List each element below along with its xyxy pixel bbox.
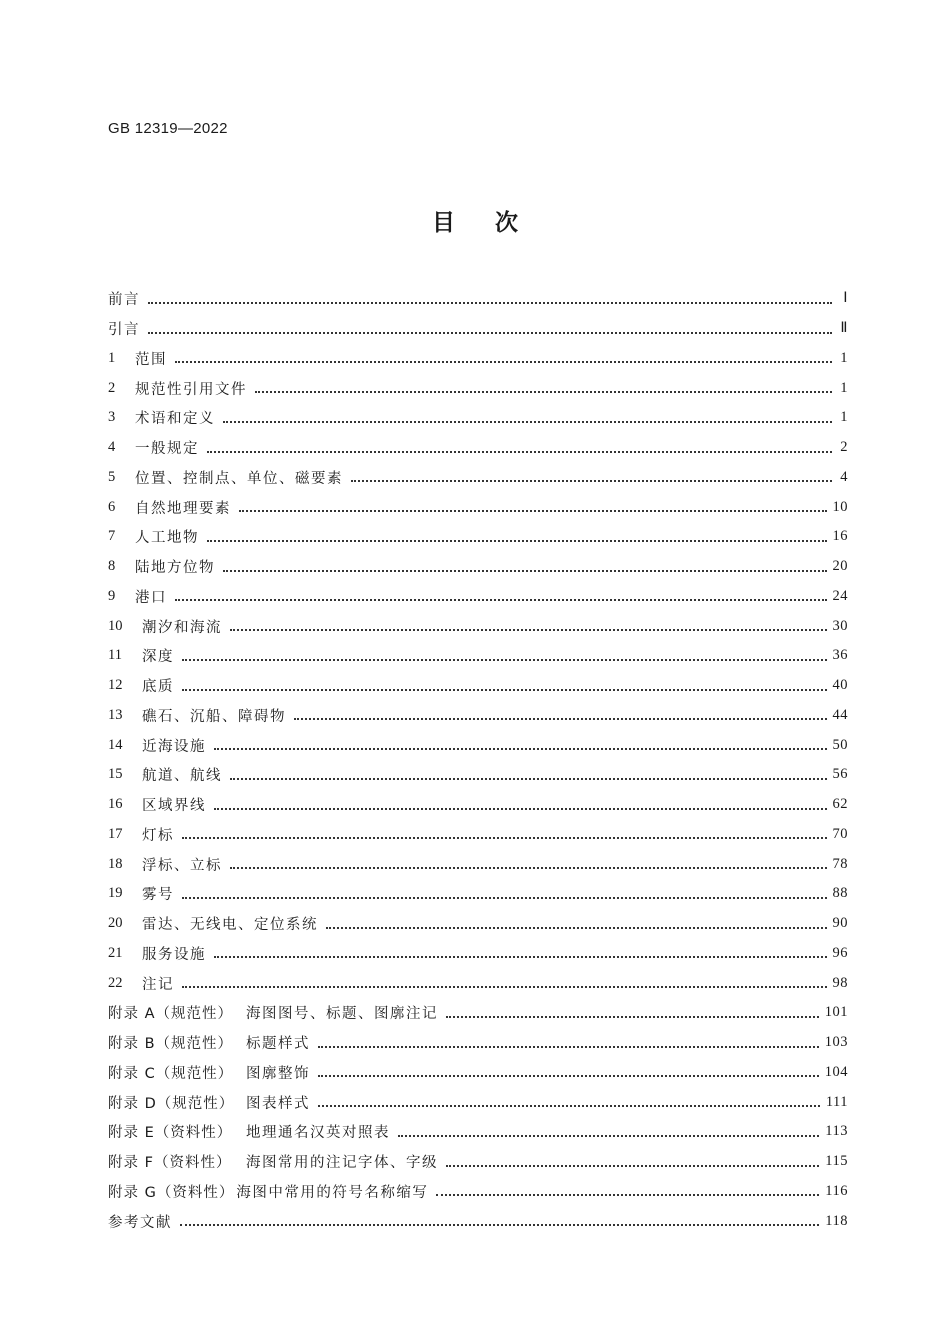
annex-prefix: 附录 F（资料性） bbox=[108, 1155, 232, 1172]
toc-item-number: 19 bbox=[108, 885, 123, 902]
leader-dots bbox=[446, 1165, 819, 1167]
toc-item-annex[interactable] bbox=[108, 1177, 848, 1207]
toc-item-label: 雾号 bbox=[142, 887, 174, 904]
toc-item-number: 18 bbox=[108, 855, 123, 872]
toc-item-number: 6 bbox=[108, 498, 116, 515]
toc-item-chapter[interactable] bbox=[108, 939, 848, 969]
toc-item-page: 40 bbox=[832, 677, 848, 694]
leader-dots bbox=[214, 748, 827, 750]
toc-item-chapter[interactable] bbox=[108, 790, 848, 820]
toc-item-label: 礁石、沉船、障碍物 bbox=[142, 708, 286, 725]
leader-dots bbox=[207, 540, 827, 542]
toc-item-number: 5 bbox=[108, 468, 116, 485]
toc-item-page: 98 bbox=[832, 974, 848, 991]
toc-item-page: 101 bbox=[824, 1004, 848, 1021]
annex-prefix: 附录 E（资料性） bbox=[108, 1125, 233, 1142]
toc-item-page: 20 bbox=[832, 558, 848, 575]
toc-item-label: 灯标 bbox=[142, 827, 174, 844]
toc-item-chapter[interactable] bbox=[108, 344, 848, 374]
leader-dots bbox=[318, 1075, 819, 1077]
toc-item-page: 44 bbox=[832, 706, 848, 723]
toc-item-number: 21 bbox=[108, 944, 123, 961]
toc-item-page: 4 bbox=[840, 468, 848, 485]
toc-item-label: 港口 bbox=[135, 589, 167, 606]
toc-item-chapter[interactable] bbox=[108, 968, 848, 998]
leader-dots bbox=[182, 897, 827, 899]
toc-item-page: 90 bbox=[832, 915, 848, 932]
toc-item-label: 浮标、立标 bbox=[142, 857, 222, 874]
toc-item-chapter[interactable] bbox=[108, 552, 848, 582]
leader-dots bbox=[214, 956, 827, 958]
toc-item-label: 深度 bbox=[142, 649, 174, 666]
toc-item-number: 12 bbox=[108, 677, 123, 694]
toc-item-label: 范围 bbox=[135, 351, 167, 368]
toc-item-page: 10 bbox=[832, 498, 848, 515]
toc-item-label: 海图中常用的符号名称缩写 bbox=[236, 1184, 429, 1201]
toc-item-number: 22 bbox=[108, 974, 123, 991]
toc-item-label: 图廓整饰 bbox=[246, 1065, 310, 1082]
leader-dots bbox=[175, 361, 832, 363]
toc-item-number: 17 bbox=[108, 825, 123, 842]
toc-item-chapter[interactable] bbox=[108, 879, 848, 909]
toc-item-chapter[interactable] bbox=[108, 463, 848, 493]
toc-item-page: 30 bbox=[832, 617, 848, 634]
toc-item-label: 底质 bbox=[142, 679, 174, 696]
toc-item-page: 70 bbox=[832, 825, 848, 842]
toc-item-references[interactable] bbox=[108, 1206, 848, 1236]
toc-item-number: 3 bbox=[108, 409, 116, 426]
toc-item-chapter[interactable] bbox=[108, 522, 848, 552]
toc-item-label: 参考文献 bbox=[108, 1214, 172, 1231]
toc-item-label: 一般规定 bbox=[135, 441, 199, 458]
toc-item-page: 36 bbox=[832, 647, 848, 664]
leader-dots bbox=[214, 808, 827, 810]
toc-item-page: 62 bbox=[832, 796, 848, 813]
leader-dots bbox=[294, 718, 827, 720]
toc-item-label: 术语和定义 bbox=[135, 411, 215, 428]
toc-item-page: 16 bbox=[832, 528, 848, 545]
toc-item-number: 11 bbox=[108, 647, 122, 664]
toc-item-page: Ⅱ bbox=[840, 320, 848, 337]
toc-item-page: 1 bbox=[840, 379, 848, 396]
toc-item-annex[interactable] bbox=[108, 1147, 848, 1177]
toc-item-annex[interactable] bbox=[108, 998, 848, 1028]
toc-item-number: 14 bbox=[108, 736, 123, 753]
toc-item-chapter[interactable] bbox=[108, 909, 848, 939]
table-of-contents bbox=[108, 284, 848, 1236]
toc-item-label: 图表样式 bbox=[246, 1095, 310, 1112]
toc-item-number: 4 bbox=[108, 439, 116, 456]
toc-item-chapter[interactable] bbox=[108, 730, 848, 760]
toc-item-page: 88 bbox=[832, 885, 848, 902]
toc-item-chapter[interactable] bbox=[108, 373, 848, 403]
toc-item-label: 位置、控制点、单位、磁要素 bbox=[135, 470, 343, 487]
leader-dots bbox=[446, 1016, 819, 1018]
leader-dots bbox=[182, 837, 827, 839]
leader-dots bbox=[318, 1105, 820, 1107]
toc-item-label: 潮汐和海流 bbox=[142, 619, 222, 636]
toc-item-chapter[interactable] bbox=[108, 760, 848, 790]
toc-item-page: 118 bbox=[825, 1212, 848, 1229]
toc-item-annex[interactable] bbox=[108, 1117, 848, 1147]
leader-dots bbox=[175, 599, 827, 601]
toc-item-label: 规范性引用文件 bbox=[135, 381, 247, 398]
toc-item-foreword[interactable] bbox=[108, 284, 848, 314]
toc-item-page: 2 bbox=[840, 439, 848, 456]
annex-prefix: 附录 G（资料性） bbox=[108, 1184, 235, 1201]
toc-item-chapter[interactable] bbox=[108, 582, 848, 612]
toc-item-number: 1 bbox=[108, 349, 116, 366]
leader-dots bbox=[230, 867, 827, 869]
toc-item-page: 116 bbox=[825, 1182, 848, 1199]
toc-item-page: 96 bbox=[832, 944, 848, 961]
toc-item-page: 103 bbox=[824, 1034, 848, 1051]
toc-item-introduction[interactable] bbox=[108, 314, 848, 344]
leader-dots bbox=[182, 689, 827, 691]
leader-dots bbox=[182, 986, 827, 988]
toc-item-page: 56 bbox=[832, 766, 848, 783]
toc-item-chapter[interactable] bbox=[108, 820, 848, 850]
annex-prefix: 附录 B（规范性） bbox=[108, 1036, 234, 1053]
toc-item-number: 16 bbox=[108, 796, 123, 813]
toc-item-chapter[interactable] bbox=[108, 403, 848, 433]
toc-item-page: 50 bbox=[832, 736, 848, 753]
leader-dots bbox=[318, 1046, 819, 1048]
annex-prefix: 附录 C（规范性） bbox=[108, 1065, 234, 1082]
toc-item-page: 1 bbox=[840, 409, 848, 426]
toc-item-number: 10 bbox=[108, 617, 123, 634]
leader-dots bbox=[207, 451, 832, 453]
leader-dots bbox=[239, 510, 827, 512]
leader-dots bbox=[180, 1224, 819, 1226]
leader-dots bbox=[326, 927, 827, 929]
annex-prefix: 附录 D（规范性） bbox=[108, 1095, 235, 1112]
toc-item-label: 航道、航线 bbox=[142, 768, 222, 785]
standard-code: GB 12319—2022 bbox=[108, 120, 228, 137]
leader-dots bbox=[398, 1135, 819, 1137]
toc-item-chapter[interactable] bbox=[108, 701, 848, 731]
toc-item-page: Ⅰ bbox=[843, 290, 848, 307]
toc-item-number: 15 bbox=[108, 766, 123, 783]
toc-item-page: 1 bbox=[840, 349, 848, 366]
toc-item-page: 104 bbox=[824, 1063, 848, 1080]
toc-item-chapter[interactable] bbox=[108, 611, 848, 641]
annex-prefix: 附录 A（规范性） bbox=[108, 1006, 234, 1023]
toc-item-number: 9 bbox=[108, 587, 116, 604]
toc-item-number: 8 bbox=[108, 558, 116, 575]
toc-item-label: 注记 bbox=[142, 976, 174, 993]
toc-item-label: 引言 bbox=[108, 322, 140, 339]
page-title: 目次 bbox=[432, 210, 558, 236]
leader-dots bbox=[230, 629, 827, 631]
leader-dots bbox=[148, 332, 832, 334]
leader-dots bbox=[230, 778, 827, 780]
toc-item-annex[interactable] bbox=[108, 1087, 848, 1117]
leader-dots bbox=[223, 421, 832, 423]
leader-dots bbox=[182, 659, 827, 661]
toc-item-chapter[interactable] bbox=[108, 671, 848, 701]
toc-item-label: 陆地方位物 bbox=[135, 560, 215, 577]
toc-item-label: 标题样式 bbox=[246, 1036, 310, 1053]
toc-item-page: 111 bbox=[825, 1093, 848, 1110]
toc-item-chapter[interactable] bbox=[108, 433, 848, 463]
toc-item-page: 113 bbox=[825, 1123, 848, 1140]
toc-item-number: 7 bbox=[108, 528, 116, 545]
toc-item-number: 2 bbox=[108, 379, 116, 396]
toc-item-label: 区域界线 bbox=[142, 798, 206, 815]
toc-item-label: 雷达、无线电、定位系统 bbox=[142, 917, 318, 934]
toc-item-annex[interactable] bbox=[108, 1058, 848, 1088]
toc-item-number: 20 bbox=[108, 915, 123, 932]
toc-item-annex[interactable] bbox=[108, 1028, 848, 1058]
toc-item-page: 24 bbox=[832, 587, 848, 604]
toc-item-label: 地理通名汉英对照表 bbox=[246, 1125, 390, 1142]
toc-item-chapter[interactable] bbox=[108, 641, 848, 671]
leader-dots bbox=[148, 302, 832, 304]
leader-dots bbox=[223, 570, 827, 572]
leader-dots bbox=[436, 1194, 819, 1196]
toc-item-label: 近海设施 bbox=[142, 738, 206, 755]
toc-item-label: 人工地物 bbox=[135, 530, 199, 547]
leader-dots bbox=[255, 391, 832, 393]
toc-item-label: 自然地理要素 bbox=[135, 500, 231, 517]
leader-dots bbox=[351, 480, 832, 482]
toc-item-label: 海图常用的注记字体、字级 bbox=[246, 1155, 438, 1172]
toc-item-page: 115 bbox=[825, 1153, 848, 1170]
toc-item-page: 78 bbox=[832, 855, 848, 872]
toc-item-chapter[interactable] bbox=[108, 492, 848, 522]
toc-item-number: 13 bbox=[108, 706, 123, 723]
toc-item-chapter[interactable] bbox=[108, 849, 848, 879]
toc-item-label: 前言 bbox=[108, 292, 140, 309]
toc-item-label: 服务设施 bbox=[142, 946, 206, 963]
toc-item-label: 海图图号、标题、图廓注记 bbox=[246, 1006, 438, 1023]
